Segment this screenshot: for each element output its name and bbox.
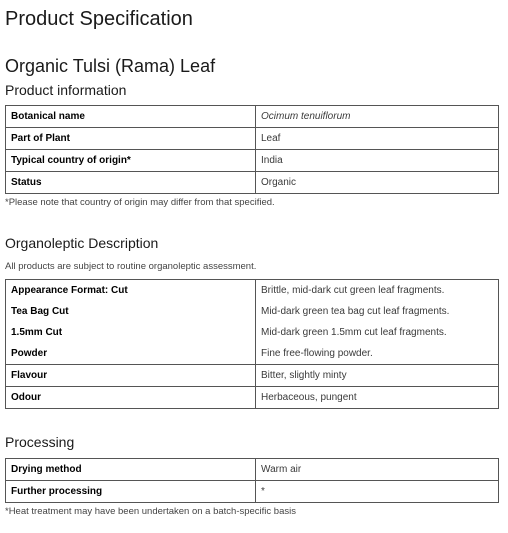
- product-name: Organic Tulsi (Rama) Leaf: [5, 56, 216, 76]
- row-label-part-of-plant: Part of Plant: [6, 128, 256, 150]
- organoleptic-table: [5, 279, 499, 409]
- row-label-appearance-cut: Appearance Format: Cut: [6, 280, 256, 302]
- row-value-1-5mm-cut: Mid-dark green 1.5mm cut leaf fragments.: [256, 322, 499, 343]
- table-row: [6, 459, 499, 481]
- row-value-botanical-name: Ocimum tenuiflorum: [256, 106, 499, 128]
- row-value-tea-bag-cut: Mid-dark green tea bag cut leaf fragments.: [256, 301, 499, 322]
- row-value-country-of-origin: India: [256, 150, 499, 172]
- section-title-processing: Processing: [5, 434, 75, 450]
- row-label-odour: Odour: [6, 387, 256, 409]
- row-label-status: Status: [6, 172, 256, 194]
- row-value-flavour: Bitter, slightly minty: [256, 365, 499, 387]
- row-label-powder: Powder: [6, 343, 256, 365]
- row-value-odour: Herbaceous, pungent: [256, 387, 499, 409]
- table-row: [6, 150, 499, 172]
- row-value-appearance-cut: Brittle, mid-dark cut green leaf fragments.: [256, 280, 499, 302]
- row-value-drying-method: Warm air: [256, 459, 499, 481]
- row-label-country-of-origin: Typical country of origin*: [6, 150, 256, 172]
- table-row: [6, 301, 499, 322]
- row-value-part-of-plant: Leaf: [256, 128, 499, 150]
- heat-treatment-note: *Heat treatment may have been undertaken on a batch-specific basis: [5, 506, 296, 517]
- product-information-table: [5, 105, 499, 194]
- document-title: Product Specification: [5, 8, 193, 30]
- row-value-further-processing: *: [256, 481, 499, 503]
- row-value-status: Organic: [256, 172, 499, 194]
- table-row: [6, 387, 499, 409]
- processing-table: [5, 458, 499, 503]
- section-title-product-information: Product information: [5, 82, 127, 98]
- table-row: [6, 172, 499, 194]
- table-row: [6, 343, 499, 365]
- row-label-tea-bag-cut: Tea Bag Cut: [6, 301, 256, 322]
- row-value-powder: Fine free-flowing powder.: [256, 343, 499, 365]
- table-row: [6, 106, 499, 128]
- row-label-further-processing: Further processing: [6, 481, 256, 503]
- row-label-flavour: Flavour: [6, 365, 256, 387]
- table-row: [6, 322, 499, 343]
- table-row: [6, 365, 499, 387]
- row-label-drying-method: Drying method: [6, 459, 256, 481]
- table-row: [6, 481, 499, 503]
- row-label-botanical-name: Botanical name: [6, 106, 256, 128]
- country-of-origin-note: *Please note that country of origin may differ from that specified.: [5, 197, 275, 208]
- table-row: [6, 280, 499, 302]
- section-title-organoleptic: Organoleptic Description: [5, 235, 159, 251]
- organoleptic-intro: All products are subject to routine organoleptic assessment.: [5, 261, 257, 272]
- table-row: [6, 128, 499, 150]
- row-label-1-5mm-cut: 1.5mm Cut: [6, 322, 256, 343]
